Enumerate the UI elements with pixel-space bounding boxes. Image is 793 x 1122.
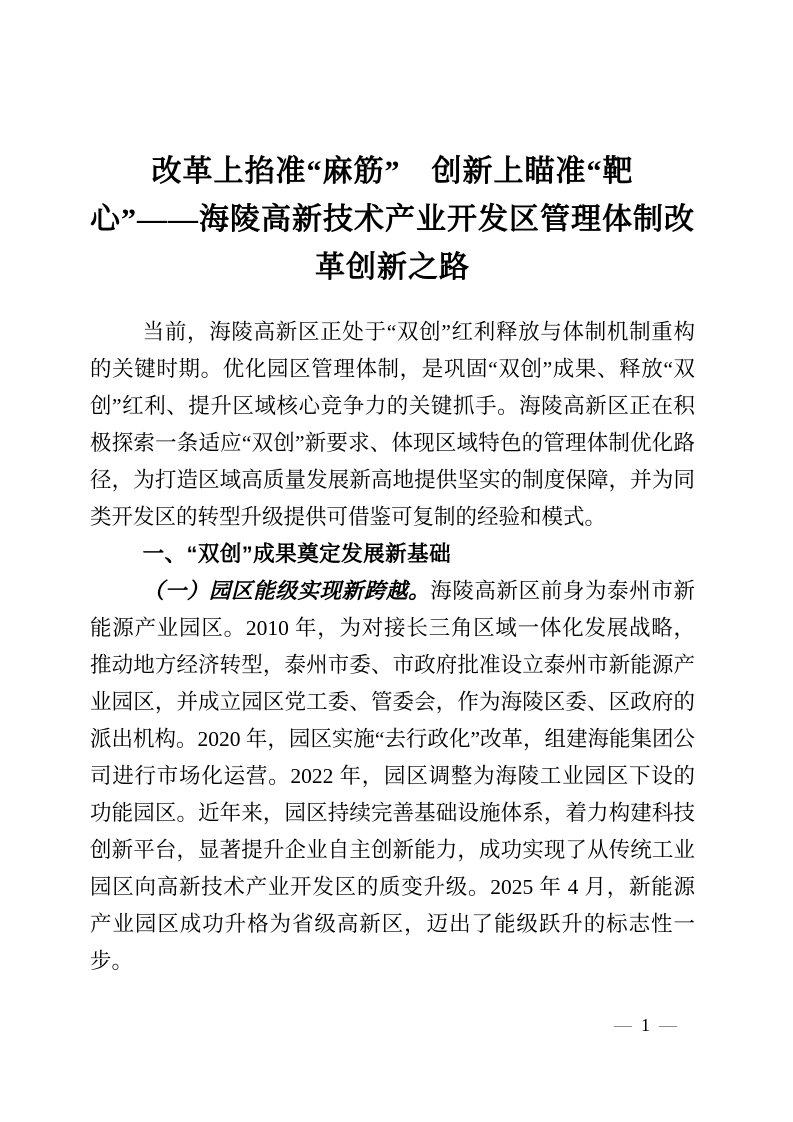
document-title bbox=[90, 148, 695, 292]
document-title-line-1: 改革上掐准“麻筋” 创新上瞄准“靶 bbox=[151, 155, 634, 188]
footer-left-dash: — bbox=[614, 1015, 632, 1035]
intro-paragraph: 当前，海陵高新区正处于“双创”红利释放与体制机制重构的关键时期。优化园区管理体制，是巩固“双创”成果、释放“双创”红利、提升区域核心竞争力的关键抓手。海陵高新区正在积极探索一条适应“双创”新要求、体现区域特色的管理体制优化路径，为打造区域高质量发展新高地提供坚实的制度保障，并为同类开发区的转型升级提供可借鉴可复制的经验和模式。 bbox=[90, 320, 695, 529]
footer-right-dash: — bbox=[659, 1015, 677, 1035]
item-1-lead-phrase: （一）园区能级实现新跨越。 bbox=[142, 579, 431, 603]
section-1-item-1-paragraph bbox=[90, 573, 695, 980]
document-title-line-3: 革创新之路 bbox=[315, 251, 470, 284]
section-1-heading: 一、“双创”成果奠定发展新基础 bbox=[142, 542, 452, 566]
page-number-footer bbox=[614, 1012, 677, 1038]
footer-page-number: 1 bbox=[641, 1015, 650, 1035]
document-title-line-2: 心”——海陵高新技术产业开发区管理体制改 bbox=[90, 203, 695, 236]
item-1-body-text: 海陵高新区前身为泰州市新能源产业园区。2010 年，为对接长三角区域一体化发展战略，推动地方经济转型，泰州市委、市政府批准设立泰州市新能源产业园区，并成立园区党工委、管委会，作为海陵区委、区政府的派出机构。2020 年，园区实施“去行政化”改革，组建海能集团公司进行市场化运营。2022 年，园区调整为海陵工业园区下设的功能园区。近年来，园区持续完善基础设施体系，着力构建科技创新平台，显著提升企业自主创新能力，成功实现了从传统工业园区向高新技术产业开发区的质变升级。2025 年 4 月，新能源产业园区成功升格为省级高新区，迈出了能级跃升的标志性一步。 bbox=[90, 579, 695, 973]
